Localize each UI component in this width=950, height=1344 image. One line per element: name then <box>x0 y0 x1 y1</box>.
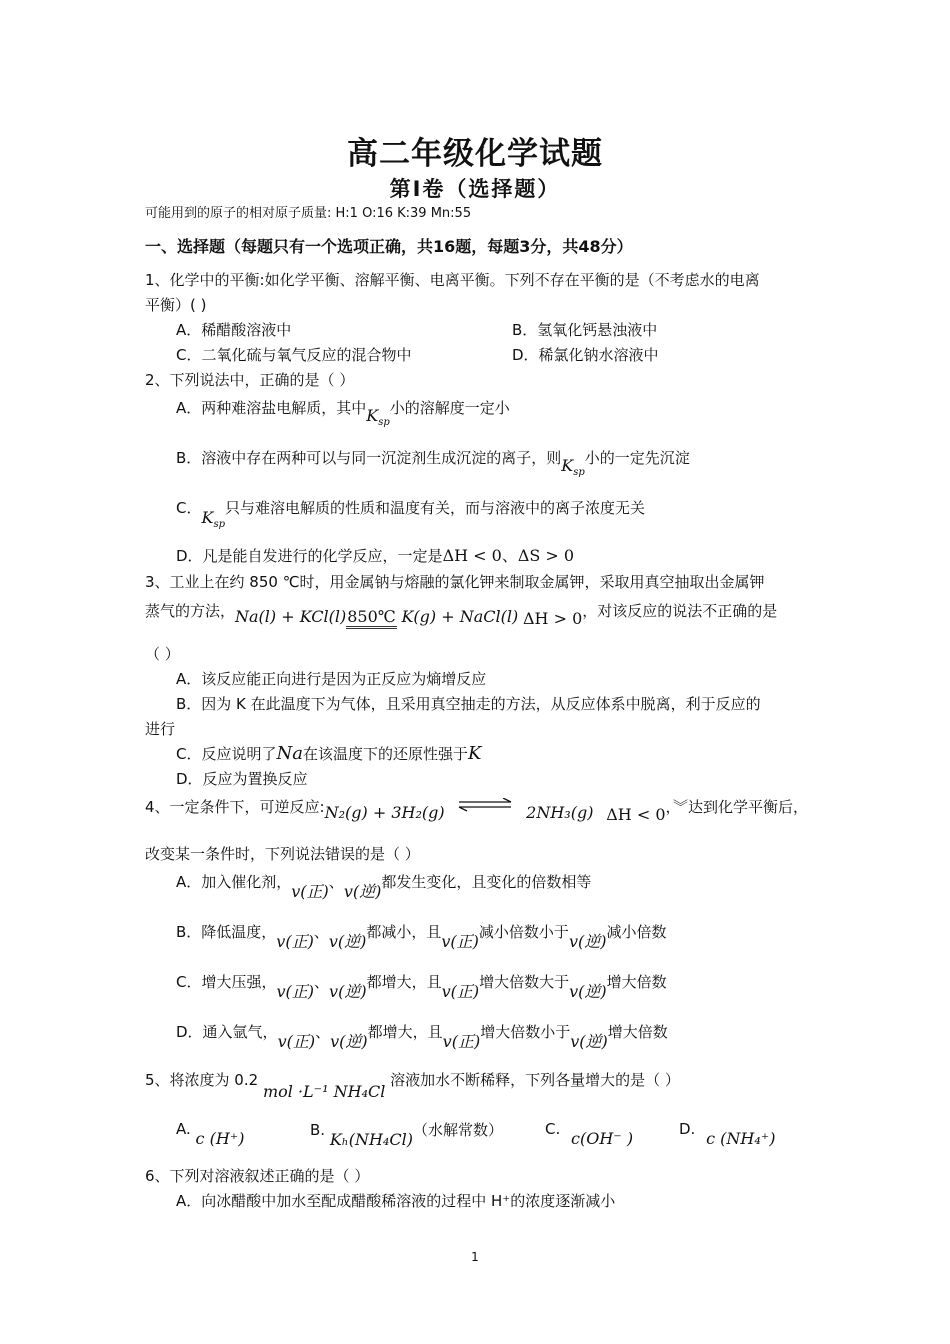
q3-stem-pre: 蒸气的方法， <box>145 602 236 620</box>
q3-option-c-na: Na <box>276 743 303 764</box>
q5-option-b-label: B. <box>310 1121 326 1139</box>
separator: 、 <box>328 873 344 891</box>
ksp-symbol <box>561 456 585 478</box>
q4-stem-pre: 4、一定条件下，可逆反应: <box>145 798 325 816</box>
q3-equation-condition: 850℃ <box>346 607 396 629</box>
q4-stem-line1 <box>145 796 809 824</box>
v-forward: v(正) <box>277 1032 316 1051</box>
separator: 、 <box>313 923 329 941</box>
q4-stem-line2: 改变某一条件时，下列说法错误的是（ ） <box>145 845 420 863</box>
q4-equation-right: 2NH₃(g) <box>526 803 594 822</box>
q2-option-d-math: ΔH < 0、ΔS > 0 <box>442 546 575 565</box>
q3-option-d: D．反应为置换反应 <box>176 770 308 788</box>
q2-option-a-text: A．两种难溶盐电解质，其中 <box>176 399 367 417</box>
q3-option-b-line2: 进行 <box>145 720 176 738</box>
v-forward: v(正) <box>291 882 329 901</box>
q4-option-c-text: C．增大压强， <box>176 973 277 991</box>
q1-stem-line2: 平衡）( ) <box>145 296 207 314</box>
q4-option-c-mid2: 增大倍数大于 <box>479 973 570 991</box>
atomic-mass-note: 可能用到的原子的相对原子质量: H:1 O:16 K:39 Mn:55 <box>145 206 472 221</box>
q6-stem: 6、下列对溶液叙述正确的是（ ） <box>145 1167 370 1185</box>
q2-option-b <box>176 447 690 478</box>
q3-paren: （ ） <box>145 645 180 663</box>
page-subtitle: 第Ⅰ卷（选择题） <box>389 177 561 201</box>
q1-option-a: A．稀醋酸溶液中 <box>176 321 292 339</box>
q3-option-c-mid: 在该温度下的还原性强于 <box>302 745 468 763</box>
v-reverse: v(逆) <box>343 882 382 901</box>
equilibrium-arrow-svg <box>457 798 513 812</box>
separator: 、 <box>314 973 330 991</box>
section-heading: 一、选择题（每题只有一个选项正确，共16题，每题3分，共48分） <box>145 237 633 256</box>
q3-stem-line1: 3、工业上在约 850 ℃时，用金属钠与熔融的氯化钾来制取金属钾，采取用真空抽取出金属钾 <box>145 573 765 591</box>
q2-option-c-label: C． <box>176 499 202 517</box>
q1-option-b: B．氢氧化钙悬浊液中 <box>512 321 658 339</box>
q3-stem-line2 <box>145 600 778 628</box>
ksp-symbol <box>366 406 390 428</box>
q5-option-b-math: Kₕ(NH₄Cl) <box>329 1130 413 1149</box>
q4-option-b-mid2: 减小倍数小于 <box>478 923 569 941</box>
ksp-main: K <box>366 406 379 425</box>
ksp-sub: sp <box>213 519 225 530</box>
page-number: 1 <box>471 1250 479 1264</box>
q5-option-d <box>679 1119 776 1148</box>
q3-option-a: A．该反应能正向进行是因为正反应为熵增反应 <box>176 670 487 688</box>
q1-option-c: C．二氧化硫与氧气反应的混合物中 <box>176 346 412 364</box>
q5-option-c <box>545 1119 634 1148</box>
q2-option-c <box>176 497 645 530</box>
q4-option-d <box>176 1019 668 1051</box>
v-forward: v(正) <box>276 982 315 1001</box>
q1-stem-line1: 1、化学中的平衡:如化学平衡、溶解平衡、电离平衡。下列不存在平衡的是（不考虑水的电离 <box>145 271 760 289</box>
separator: 、 <box>315 1023 331 1041</box>
q5-option-a-math: c (H⁺) <box>195 1129 245 1148</box>
v-forward: v(正) <box>442 1032 481 1051</box>
q3-equation-left: Na(l) + KCl(l) <box>235 607 347 626</box>
q3-option-c <box>176 743 481 764</box>
q5-stem-post: 溶液加水不断稀释，下列各量增大的是（ ） <box>390 1071 680 1089</box>
q5-stem <box>145 1069 680 1101</box>
q2-option-d <box>176 543 574 566</box>
q4-equation-left: N₂(g) + 3H₂(g) <box>324 803 445 822</box>
q5-option-a <box>176 1119 245 1148</box>
q4-option-a-tail: 都发生变化，且变化的倍数相等 <box>381 873 592 891</box>
q2-stem: 2、下列说法中，正确的是（ ） <box>145 371 355 389</box>
q5-unit: mol ·L⁻¹ NH₄Cl <box>262 1082 386 1101</box>
q4-option-c <box>176 969 667 1001</box>
q5-option-d-math: c (NH₄⁺) <box>706 1129 776 1148</box>
q4-option-b-tail: 减小倍数 <box>606 923 667 941</box>
q6-option-a: A．向冰醋酸中加水至配成醋酸稀溶液的过程中 H⁺的浓度逐渐减小 <box>176 1192 616 1210</box>
q4-option-b <box>176 919 667 951</box>
q2-option-b-text: B．溶液中存在两种可以与同一沉淀剂生成沉淀的离子，则 <box>176 449 562 467</box>
equilibrium-arrow-icon <box>457 798 513 812</box>
q2-option-c-text: 只与难溶电解质的性质和温度有关，而与溶液中的离子浓度无关 <box>224 499 645 517</box>
q4-option-c-tail: 增大倍数 <box>606 973 667 991</box>
q4-option-b-text: B．降低温度， <box>176 923 277 941</box>
ksp-symbol <box>201 508 225 530</box>
q2-option-a-tail: 小的溶解度一定小 <box>389 399 510 417</box>
q4-option-d-text: D．通入氩气， <box>176 1023 278 1041</box>
q3-equation-dh: ΔH > 0 <box>522 609 583 628</box>
q5-option-b-note: （水解常数） <box>412 1121 503 1139</box>
q4-option-a <box>176 869 592 901</box>
v-reverse: v(逆) <box>570 1032 608 1051</box>
v-reverse: v(逆) <box>568 932 607 951</box>
q2-option-b-tail: 小的一定先沉淀 <box>584 449 690 467</box>
q5-option-c-label: C. <box>545 1120 561 1138</box>
q4-option-d-mid1: 都增大，且 <box>367 1023 443 1041</box>
q4-option-b-mid1: 都减小，且 <box>366 923 442 941</box>
q4-stem-post: ，︾达到化学平衡后， <box>665 798 809 816</box>
q2-option-a <box>176 397 510 428</box>
v-forward: v(正) <box>441 982 480 1001</box>
v-reverse: v(逆) <box>569 982 607 1001</box>
q5-stem-pre: 5、将浓度为 0.2 <box>145 1071 259 1089</box>
ksp-main: K <box>201 508 214 527</box>
q1-option-d: D．稀氯化钠水溶液中 <box>512 346 659 364</box>
ksp-sub: sp <box>573 467 585 478</box>
q3-stem-post: ，对该反应的说法不正确的是 <box>582 602 778 620</box>
q5-option-c-math: c(OH⁻ ) <box>571 1129 634 1148</box>
v-forward: v(正) <box>276 932 314 951</box>
q5-option-b <box>310 1119 503 1149</box>
q3-equation-right: K(g) + NaCl(l) <box>401 607 519 626</box>
q5-option-d-label: D. <box>679 1120 696 1138</box>
ksp-main: K <box>561 456 574 475</box>
q3-option-c-text: C．反应说明了 <box>176 745 277 763</box>
q4-option-a-text: A．加入催化剂， <box>176 873 292 891</box>
q5-option-a-label: A. <box>176 1120 191 1138</box>
q2-option-d-text: D．凡是能自发进行的化学反应，一定是 <box>176 547 443 565</box>
q4-option-d-tail: 增大倍数 <box>607 1023 668 1041</box>
v-reverse: v(逆) <box>329 982 367 1001</box>
v-reverse: v(逆) <box>328 932 367 951</box>
page-title: 高二年级化学试题 <box>347 136 603 172</box>
q3-option-b-line1: B．因为 K 在此温度下为气体，且采用真空抽走的方法，从反应体系中脱离，利于反应的 <box>176 695 761 713</box>
q3-option-c-k: K <box>467 743 482 764</box>
v-reverse: v(逆) <box>330 1032 368 1051</box>
ksp-sub: sp <box>378 417 390 428</box>
q4-option-c-mid1: 都增大，且 <box>366 973 442 991</box>
q4-equation-dh: ΔH < 0 <box>606 805 666 824</box>
q4-option-d-mid2: 增大倍数小于 <box>480 1023 571 1041</box>
v-forward: v(正) <box>441 932 479 951</box>
